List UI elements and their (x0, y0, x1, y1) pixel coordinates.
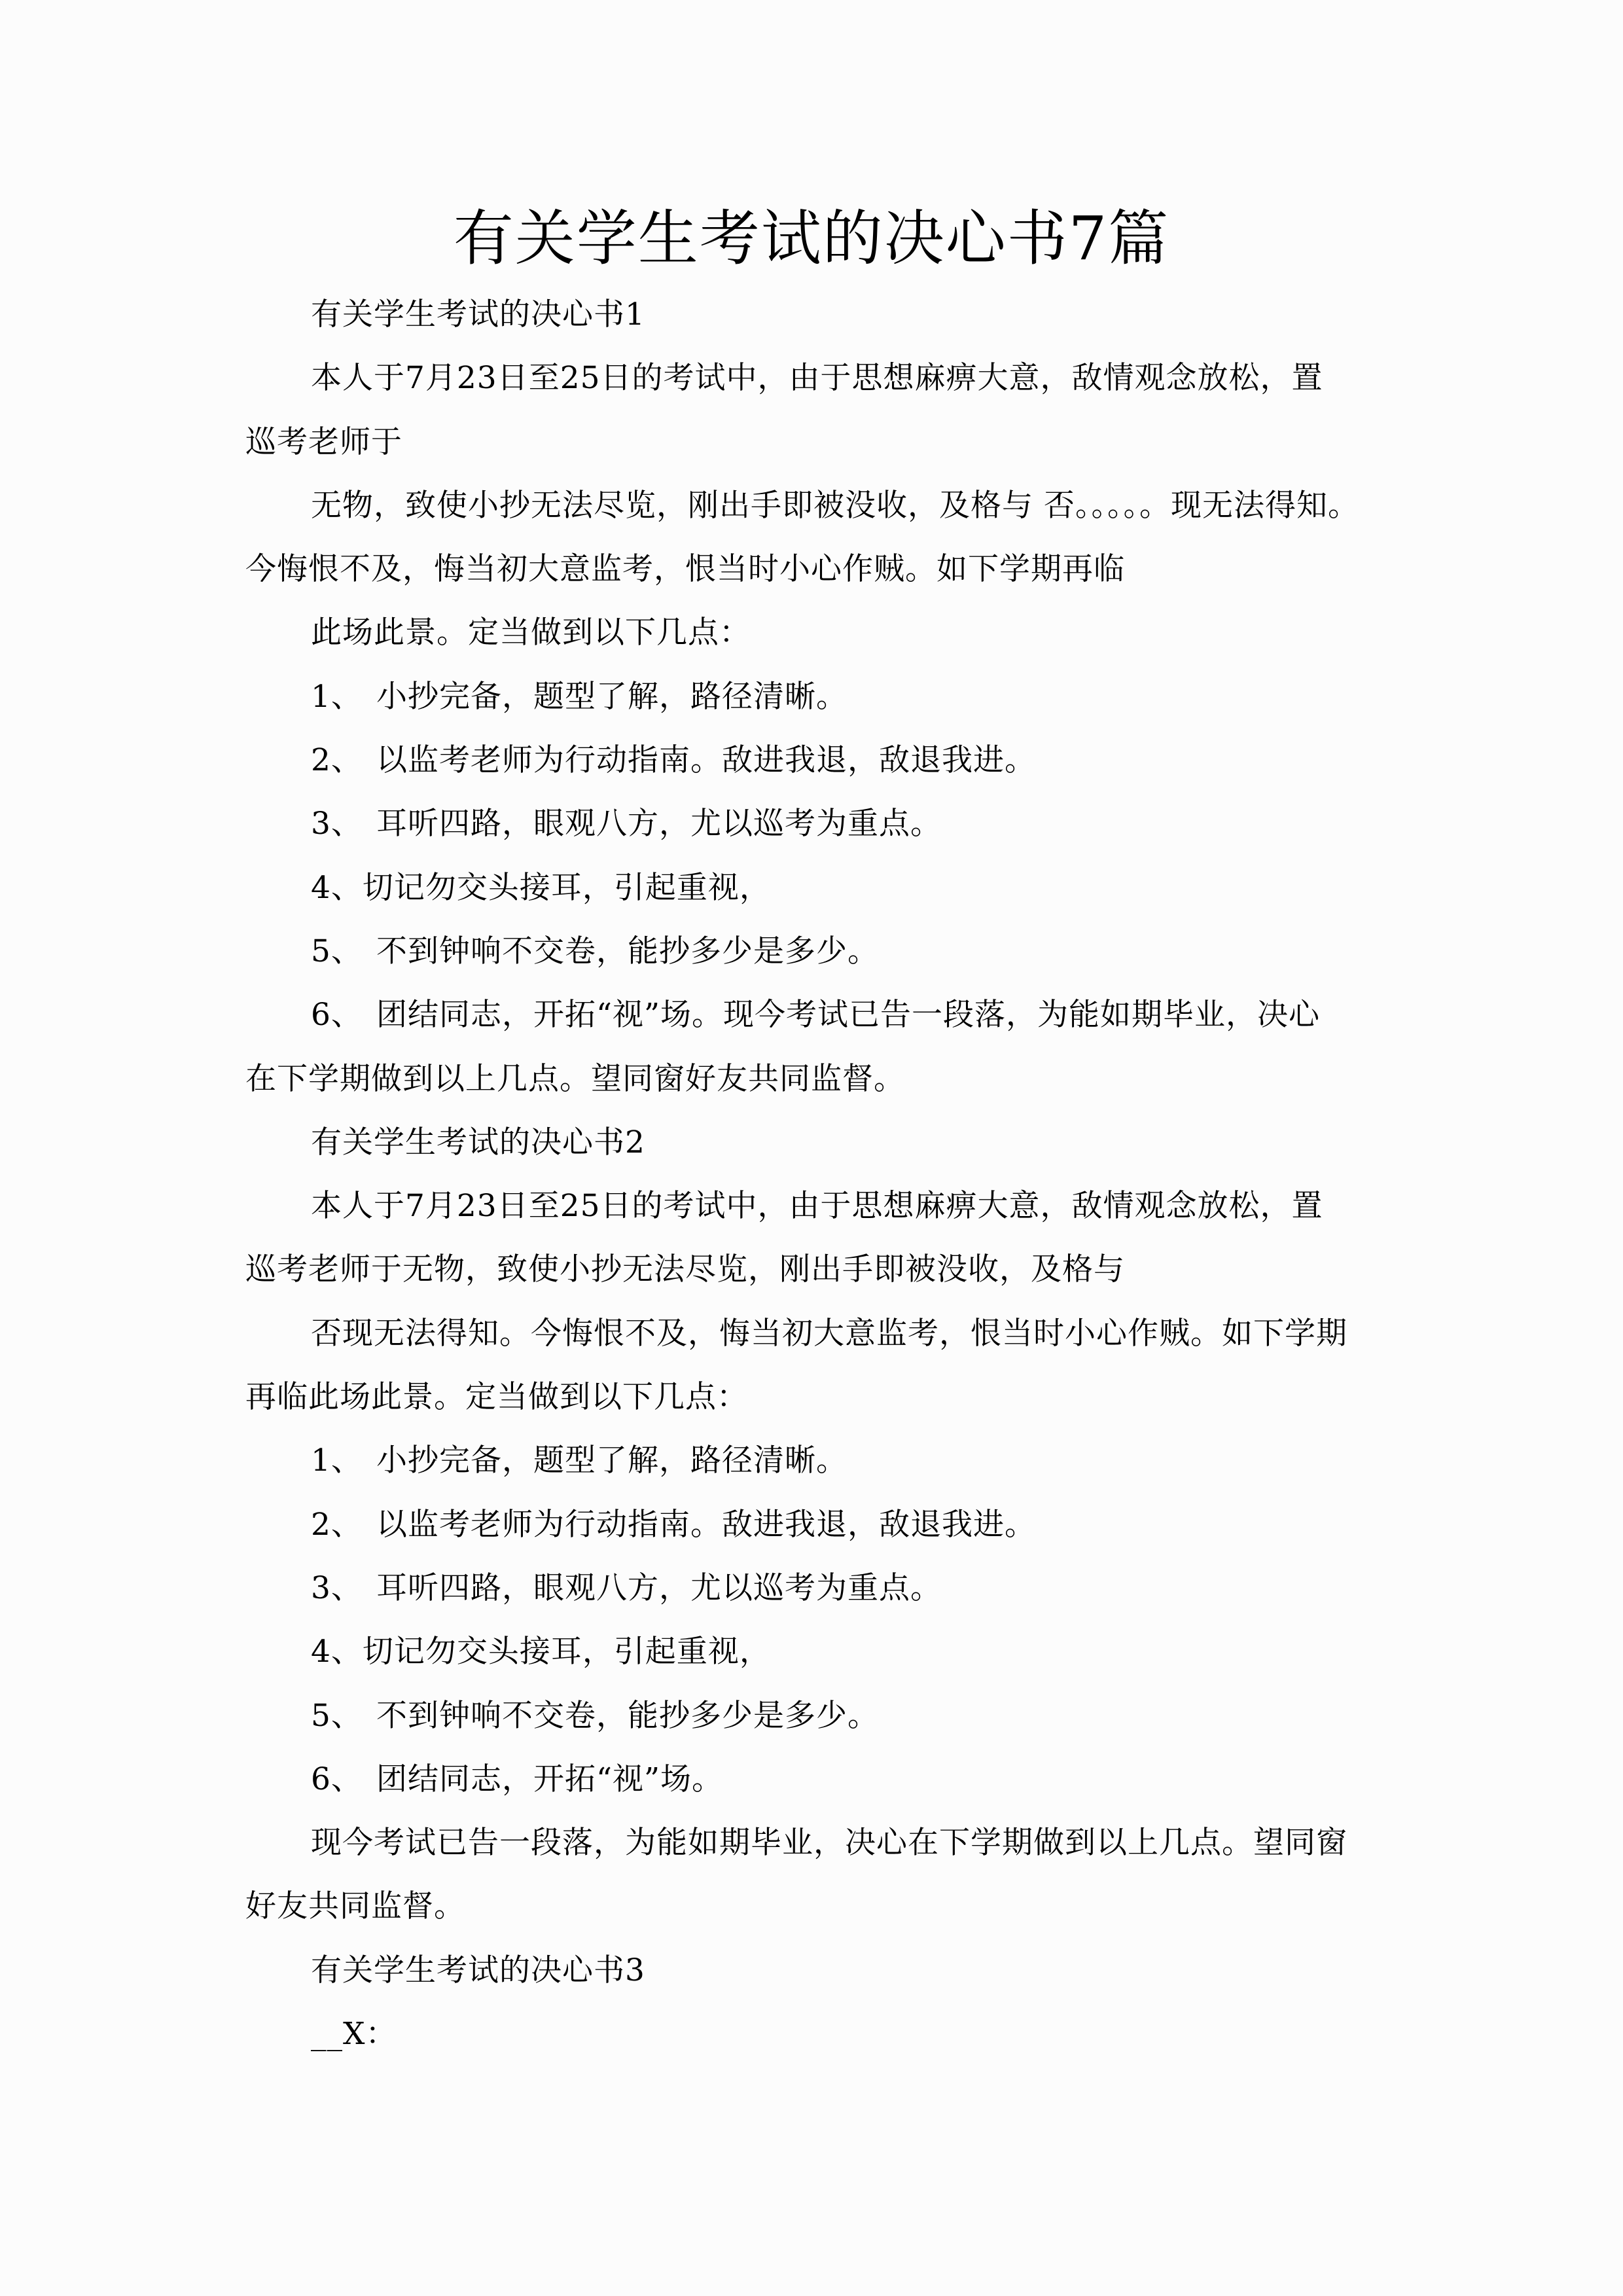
list-item-text: 团结同志，开拓“视”场。现今考试已告一段落，为能如期毕业，决心 (376, 997, 1321, 1033)
paragraph-line: 好友共同监督。 (245, 1888, 465, 1925)
list-number: 6、 (311, 997, 363, 1033)
paragraph-line: 今悔恨不及，悔当初大意监考，恨当时小心作贼。如下学期再临 (245, 551, 1125, 588)
paragraph-line: 本人于7月23日至25日的考试中，由于思想麻痹大意，敌情观念放松，置 (311, 360, 1323, 397)
list-item (245, 792, 1378, 855)
section-heading-3: 有关学生考试的决心书3 (311, 1952, 645, 1988)
document-title: 有关学生考试的决心书7篇 (453, 204, 1170, 274)
list-item-text: 耳听四路，眼观八方，尤以巡考为重点。 (376, 1570, 942, 1606)
list-number: 1、 (311, 1443, 363, 1479)
list-number: 3、 (311, 1570, 363, 1606)
list-item-text: 团结同志，开拓“视”场。 (376, 1761, 724, 1797)
list-item-text: 不到钟响不交卷，能抄多少是多少。 (376, 1697, 879, 1734)
paragraph-line: 现今考试已告一段落，为能如期毕业，决心在下学期做到以上几点。望同窗 (311, 1825, 1347, 1861)
paragraph-line: 否现无法得知。今悔恨不及，悔当初大意监考，恨当时小心作贼。如下学期 (311, 1315, 1347, 1352)
list-item (245, 728, 1378, 792)
paragraph-line: 本人于7月23日至25日的考试中，由于思想麻痹大意，敌情观念放松，置 (311, 1188, 1323, 1225)
list-item (245, 920, 1378, 983)
list-item-text: 切记勿交头接耳，引起重视， (362, 869, 771, 906)
document-body (245, 283, 1378, 2066)
list-item-text: 小抄完备，题型了解，路径清晰。 (376, 678, 847, 715)
list-number: 2、 (311, 742, 363, 779)
list-item (245, 1684, 1378, 1748)
list-item (245, 1493, 1378, 1556)
list-item (245, 1556, 1378, 1620)
list-item-text: 小抄完备，题型了解，路径清晰。 (376, 1443, 847, 1479)
paragraph-line: 再临此场此景。定当做到以下几点： (245, 1379, 748, 1416)
section-heading-2: 有关学生考试的决心书2 (311, 1124, 645, 1160)
list-number: 6、 (311, 1761, 363, 1797)
list-number: 5、 (311, 933, 363, 969)
list-item-text: 以监考老师为行动指南。敌进我退，敌退我进。 (376, 742, 1036, 779)
list-item (245, 1620, 1378, 1683)
section-heading-1: 有关学生考试的决心书1 (311, 296, 645, 332)
list-number: 3、 (311, 806, 363, 842)
list-number: 5、 (311, 1697, 363, 1734)
list-item (245, 665, 1378, 728)
list-number: 4、 (311, 869, 363, 906)
list-item (245, 1748, 1378, 1811)
salutation-line: __X： (311, 2016, 397, 2053)
list-number: 2、 (311, 1506, 363, 1543)
list-number: 1、 (311, 678, 363, 715)
list-item-text: 不到钟响不交卷，能抄多少是多少。 (376, 933, 879, 969)
list-item-text: 耳听四路，眼观八方，尤以巡考为重点。 (376, 806, 942, 842)
paragraph-line: 巡考老师于 (245, 423, 402, 460)
list-item-text: 以监考老师为行动指南。敌进我退，敌退我进。 (376, 1506, 1036, 1543)
paragraph-line: 在下学期做到以上几点。望同窗好友共同监督。 (245, 1060, 905, 1097)
list-item (245, 1429, 1378, 1492)
paragraph-line: 此场此景。定当做到以下几点： (311, 615, 751, 651)
paragraph-line: 无物，致使小抄无法尽览，刚出手即被没收，及格与 否。。。。。现无法得知。 (311, 487, 1359, 524)
list-number: 4、 (311, 1634, 363, 1670)
list-item-text: 切记勿交头接耳，引起重视， (362, 1634, 771, 1670)
paragraph-line: 巡考老师于无物，致使小抄无法尽览，刚出手即被没收，及格与 (245, 1251, 1125, 1288)
list-item (245, 983, 1378, 1047)
list-item (245, 856, 1378, 920)
